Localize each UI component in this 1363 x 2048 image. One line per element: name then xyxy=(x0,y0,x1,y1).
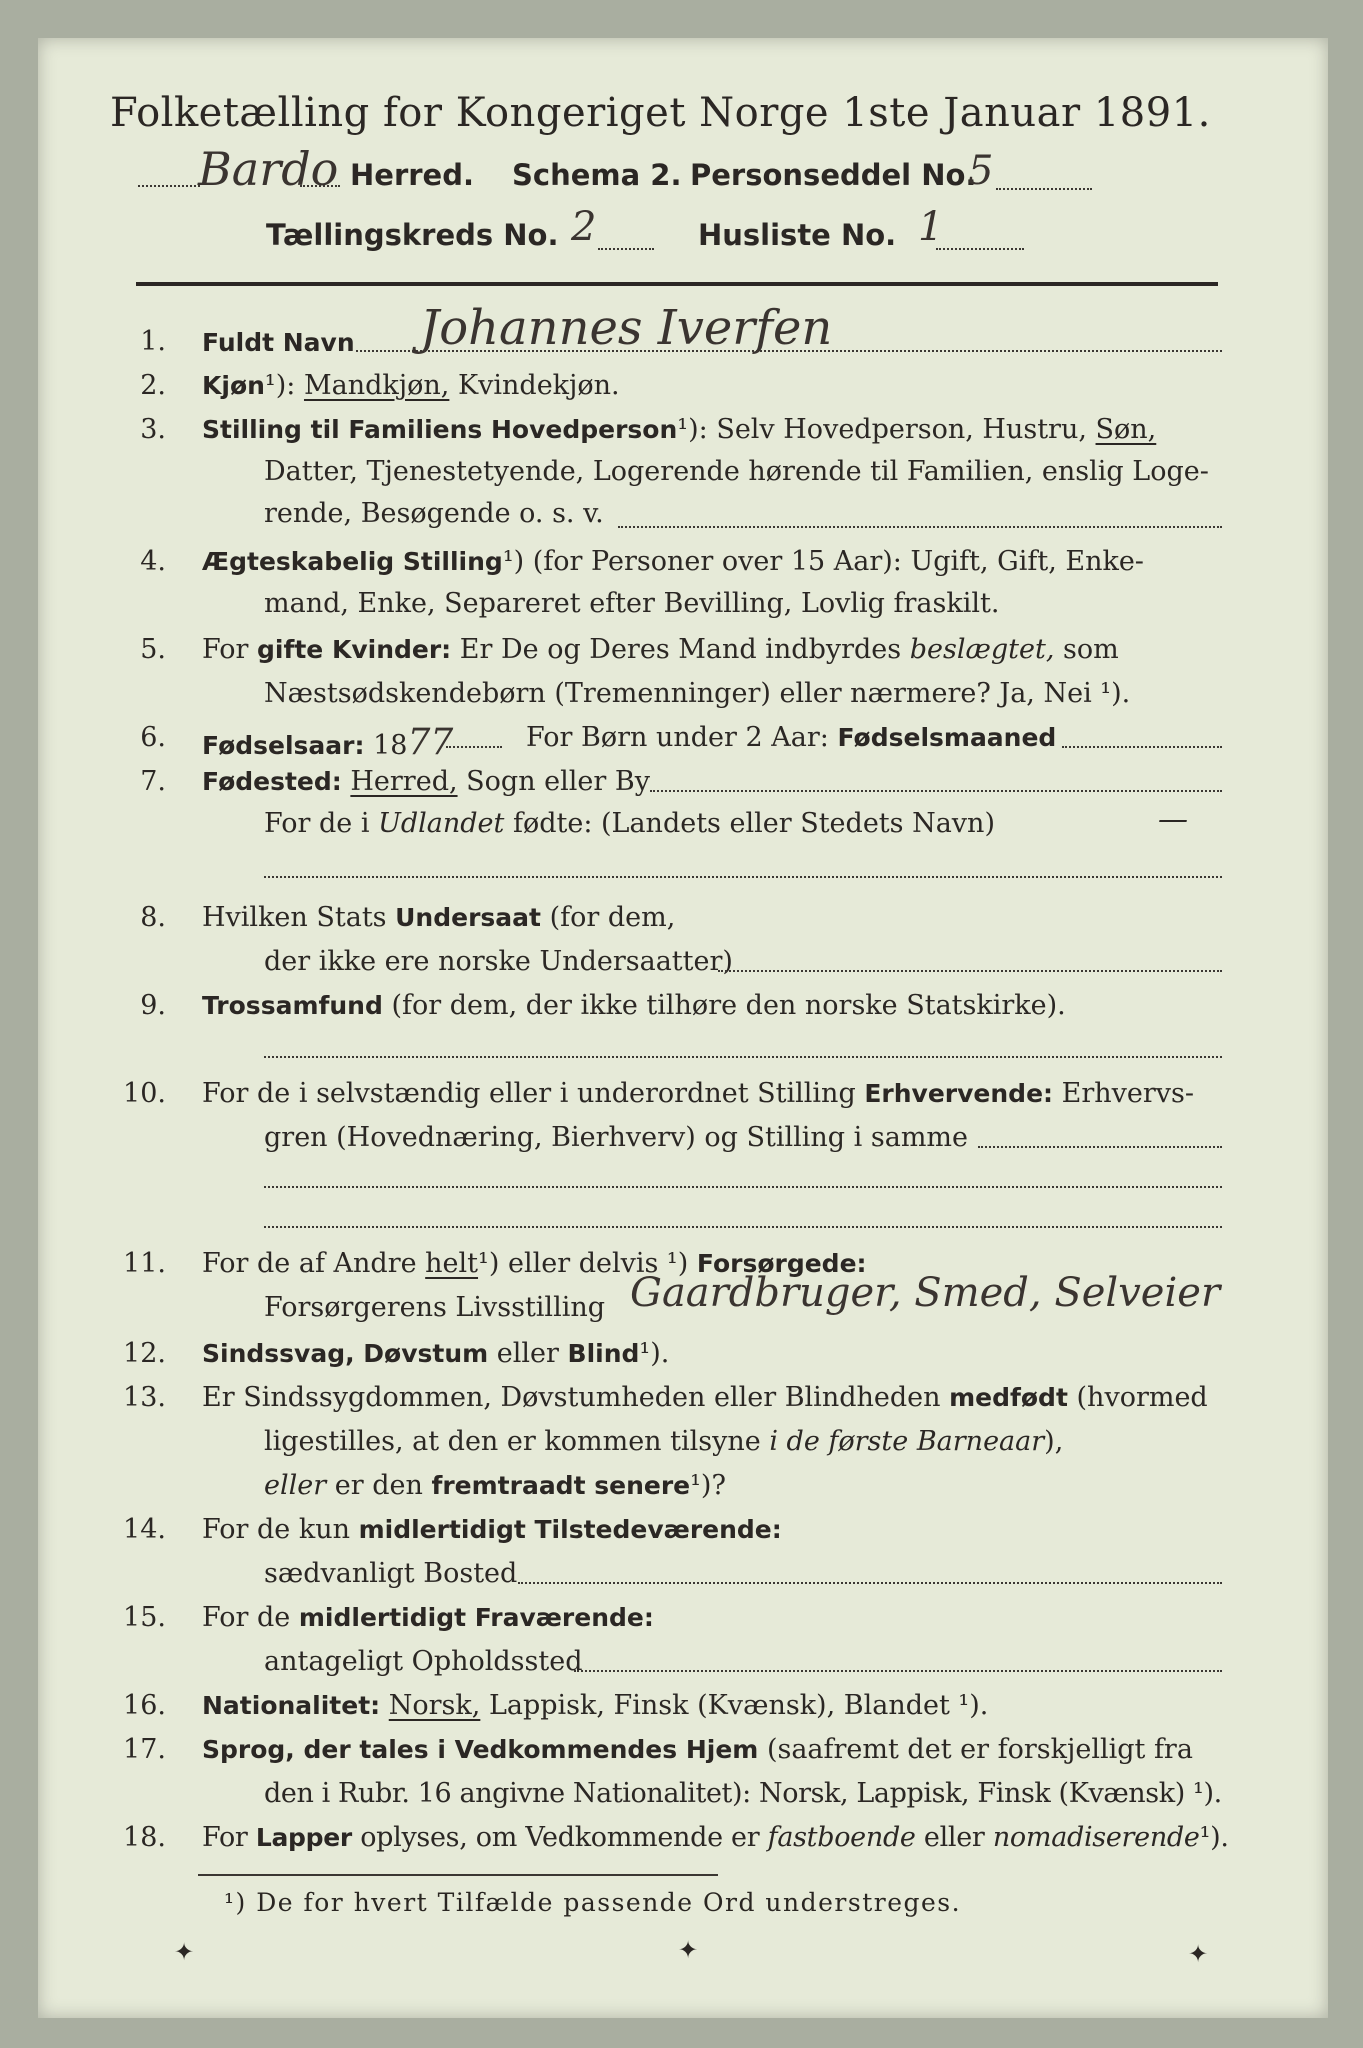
q8-line2: der ikke ere norske Undersaatter) xyxy=(264,946,733,977)
schema-label: Schema 2. xyxy=(512,158,682,192)
q8-line1: Hvilken Stats Undersaat (for dem, xyxy=(202,902,676,933)
q13-number: 13. xyxy=(123,1382,166,1413)
q16-number: 16. xyxy=(123,1690,166,1721)
q2-mandkjon-selected: Mandkjøn, xyxy=(303,370,450,401)
q1-number: 1. xyxy=(140,326,166,357)
personseddel-value: 5 xyxy=(968,148,994,194)
q5-line2: Næstsødskendebørn (Tremenninger) eller nærmere? Ja, Nei ¹). xyxy=(264,678,1131,709)
q15-number: 15. xyxy=(123,1602,166,1633)
q4-line2: mand, Enke, Separeret efter Bevilling, Lovlig fraskilt. xyxy=(264,588,1000,619)
q12-number: 12. xyxy=(123,1338,166,1369)
husliste-value: 1 xyxy=(918,204,944,250)
q17-line2: den i Rubr. 16 angivne Nationalitet): Norsk, Lappisk, Finsk (Kvænsk) ¹). xyxy=(264,1778,1222,1809)
q9-number: 9. xyxy=(140,990,166,1021)
q6-year-value: 77 xyxy=(407,722,454,763)
q13-line1: Er Sindssygdommen, Døvstumheden eller Blindheden medfødt (hvormed xyxy=(202,1382,1208,1413)
q18-number: 18. xyxy=(123,1822,166,1853)
q10-line2: gren (Hovednæring, Bierhverv) og Stilling i samme xyxy=(264,1122,969,1153)
header-rule xyxy=(136,282,1218,286)
q6-number: 6. xyxy=(140,722,166,753)
q17-number: 17. xyxy=(123,1734,166,1765)
q6-line: Fødselsaar: 1877 xyxy=(202,722,454,763)
herred-value: Bardo xyxy=(198,142,339,196)
q14-number: 14. xyxy=(123,1514,166,1545)
form-title: Folketælling for Kongeriget Norge 1ste Januar 1891. xyxy=(110,90,1211,136)
q16-line: Nationalitet: Norsk, Lappisk, Finsk (Kvænsk), Blandet ¹). xyxy=(202,1690,989,1721)
footnote-rule xyxy=(198,1874,718,1876)
q3-line1: Stilling til Familiens Hovedperson¹): Selv Hovedperson, Hustru, Søn, xyxy=(202,414,1157,445)
personseddel-label: Personseddel No. xyxy=(690,158,977,192)
q4-line1: Ægteskabelig Stilling¹) (for Personer over 15 Aar): Ugift, Gift, Enke- xyxy=(202,546,1144,577)
q13-line3: eller er den fremtraadt senere¹)? xyxy=(264,1470,726,1501)
kreds-value: 2 xyxy=(571,204,597,250)
q7-line1: Fødested: Herred, Sogn eller By xyxy=(202,766,650,797)
q7-herred-selected: Herred, xyxy=(350,766,458,797)
q11-livsstilling-value: Gaardbruger, Smed, Selveier xyxy=(630,1270,1221,1316)
q11-number: 11. xyxy=(123,1248,166,1279)
q7-line2: For de i Udlandet fødte: (Landets eller Stedets Navn) xyxy=(264,808,995,839)
q15-line1: For de midlertidigt Fraværende: xyxy=(202,1602,654,1633)
corner-mark-left-icon: ✦ xyxy=(174,1938,195,1966)
q12-line: Sindssvag, Døvstum eller Blind¹). xyxy=(202,1338,670,1369)
q2-line: Kjøn¹): Mandkjøn, Kvindekjøn. xyxy=(202,370,620,401)
q3-line3: rende, Besøgende o. s. v. xyxy=(264,498,604,529)
q2-number: 2. xyxy=(140,370,166,401)
q3-number: 3. xyxy=(140,414,166,445)
q10-number: 10. xyxy=(123,1078,166,1109)
q4-number: 4. xyxy=(140,546,166,577)
q11-helt-selected: helt xyxy=(425,1248,479,1279)
census-form-page xyxy=(38,38,1328,2018)
q17-line1: Sprog, der tales i Vedkommendes Hjem (saafremt det er forskjelligt fra xyxy=(202,1734,1193,1765)
q3-son-selected: Søn, xyxy=(1095,414,1157,445)
q9-line: Trossamfund (for dem, der ikke tilhøre den norske Statskirke). xyxy=(202,990,1066,1021)
q11-line2: Forsørgerens Livsstilling xyxy=(264,1292,606,1323)
husliste-label: Husliste No. xyxy=(698,218,897,252)
q11-line1: For de af Andre helt¹) eller delvis ¹) Forsørgede: xyxy=(202,1248,867,1279)
q10-line1: For de i selvstændig eller i underordnet Stilling Erhvervende: Erhvervs- xyxy=(202,1078,1195,1109)
q6-line-b: For Børn under 2 Aar: Fødselsmaaned xyxy=(526,722,1057,753)
q14-line2: sædvanligt Bosted xyxy=(264,1558,518,1589)
q8-number: 8. xyxy=(140,902,166,933)
q5-number: 5. xyxy=(140,634,166,665)
q3-line2: Datter, Tjenestetyende, Logerende hørende til Familien, enslig Loge- xyxy=(264,456,1209,487)
herred-label: Herred. xyxy=(350,158,474,192)
center-mark-icon: ✦ xyxy=(678,1936,699,1964)
corner-mark-right-icon: ✦ xyxy=(1188,1940,1209,1968)
q1-name-value: Johannes Iverfen xyxy=(420,300,833,356)
q1-label: Fuldt Navn xyxy=(202,328,355,357)
q15-line2: antageligt Opholdssted xyxy=(264,1646,583,1677)
q16-norsk-selected: Norsk, xyxy=(388,1690,481,1721)
q18-line: For Lapper oplyses, om Vedkommende er fastboende eller nomadiserende¹). xyxy=(202,1822,1229,1853)
q7-number: 7. xyxy=(140,766,166,797)
q13-line2: ligestilles, at den er kommen tilsyne i de første Barneaar), xyxy=(264,1426,1064,1457)
q14-line1: For de kun midlertidigt Tilstedeværende: xyxy=(202,1514,782,1545)
kreds-label: Tællingskreds No. xyxy=(266,218,559,252)
footnote: ¹) De for hvert Tilfælde passende Ord understreges. xyxy=(224,1888,962,1917)
q7-dash: — xyxy=(1158,802,1188,837)
q5-line1: For gifte Kvinder: Er De og Deres Mand indbyrdes beslægtet, som xyxy=(202,634,1119,665)
